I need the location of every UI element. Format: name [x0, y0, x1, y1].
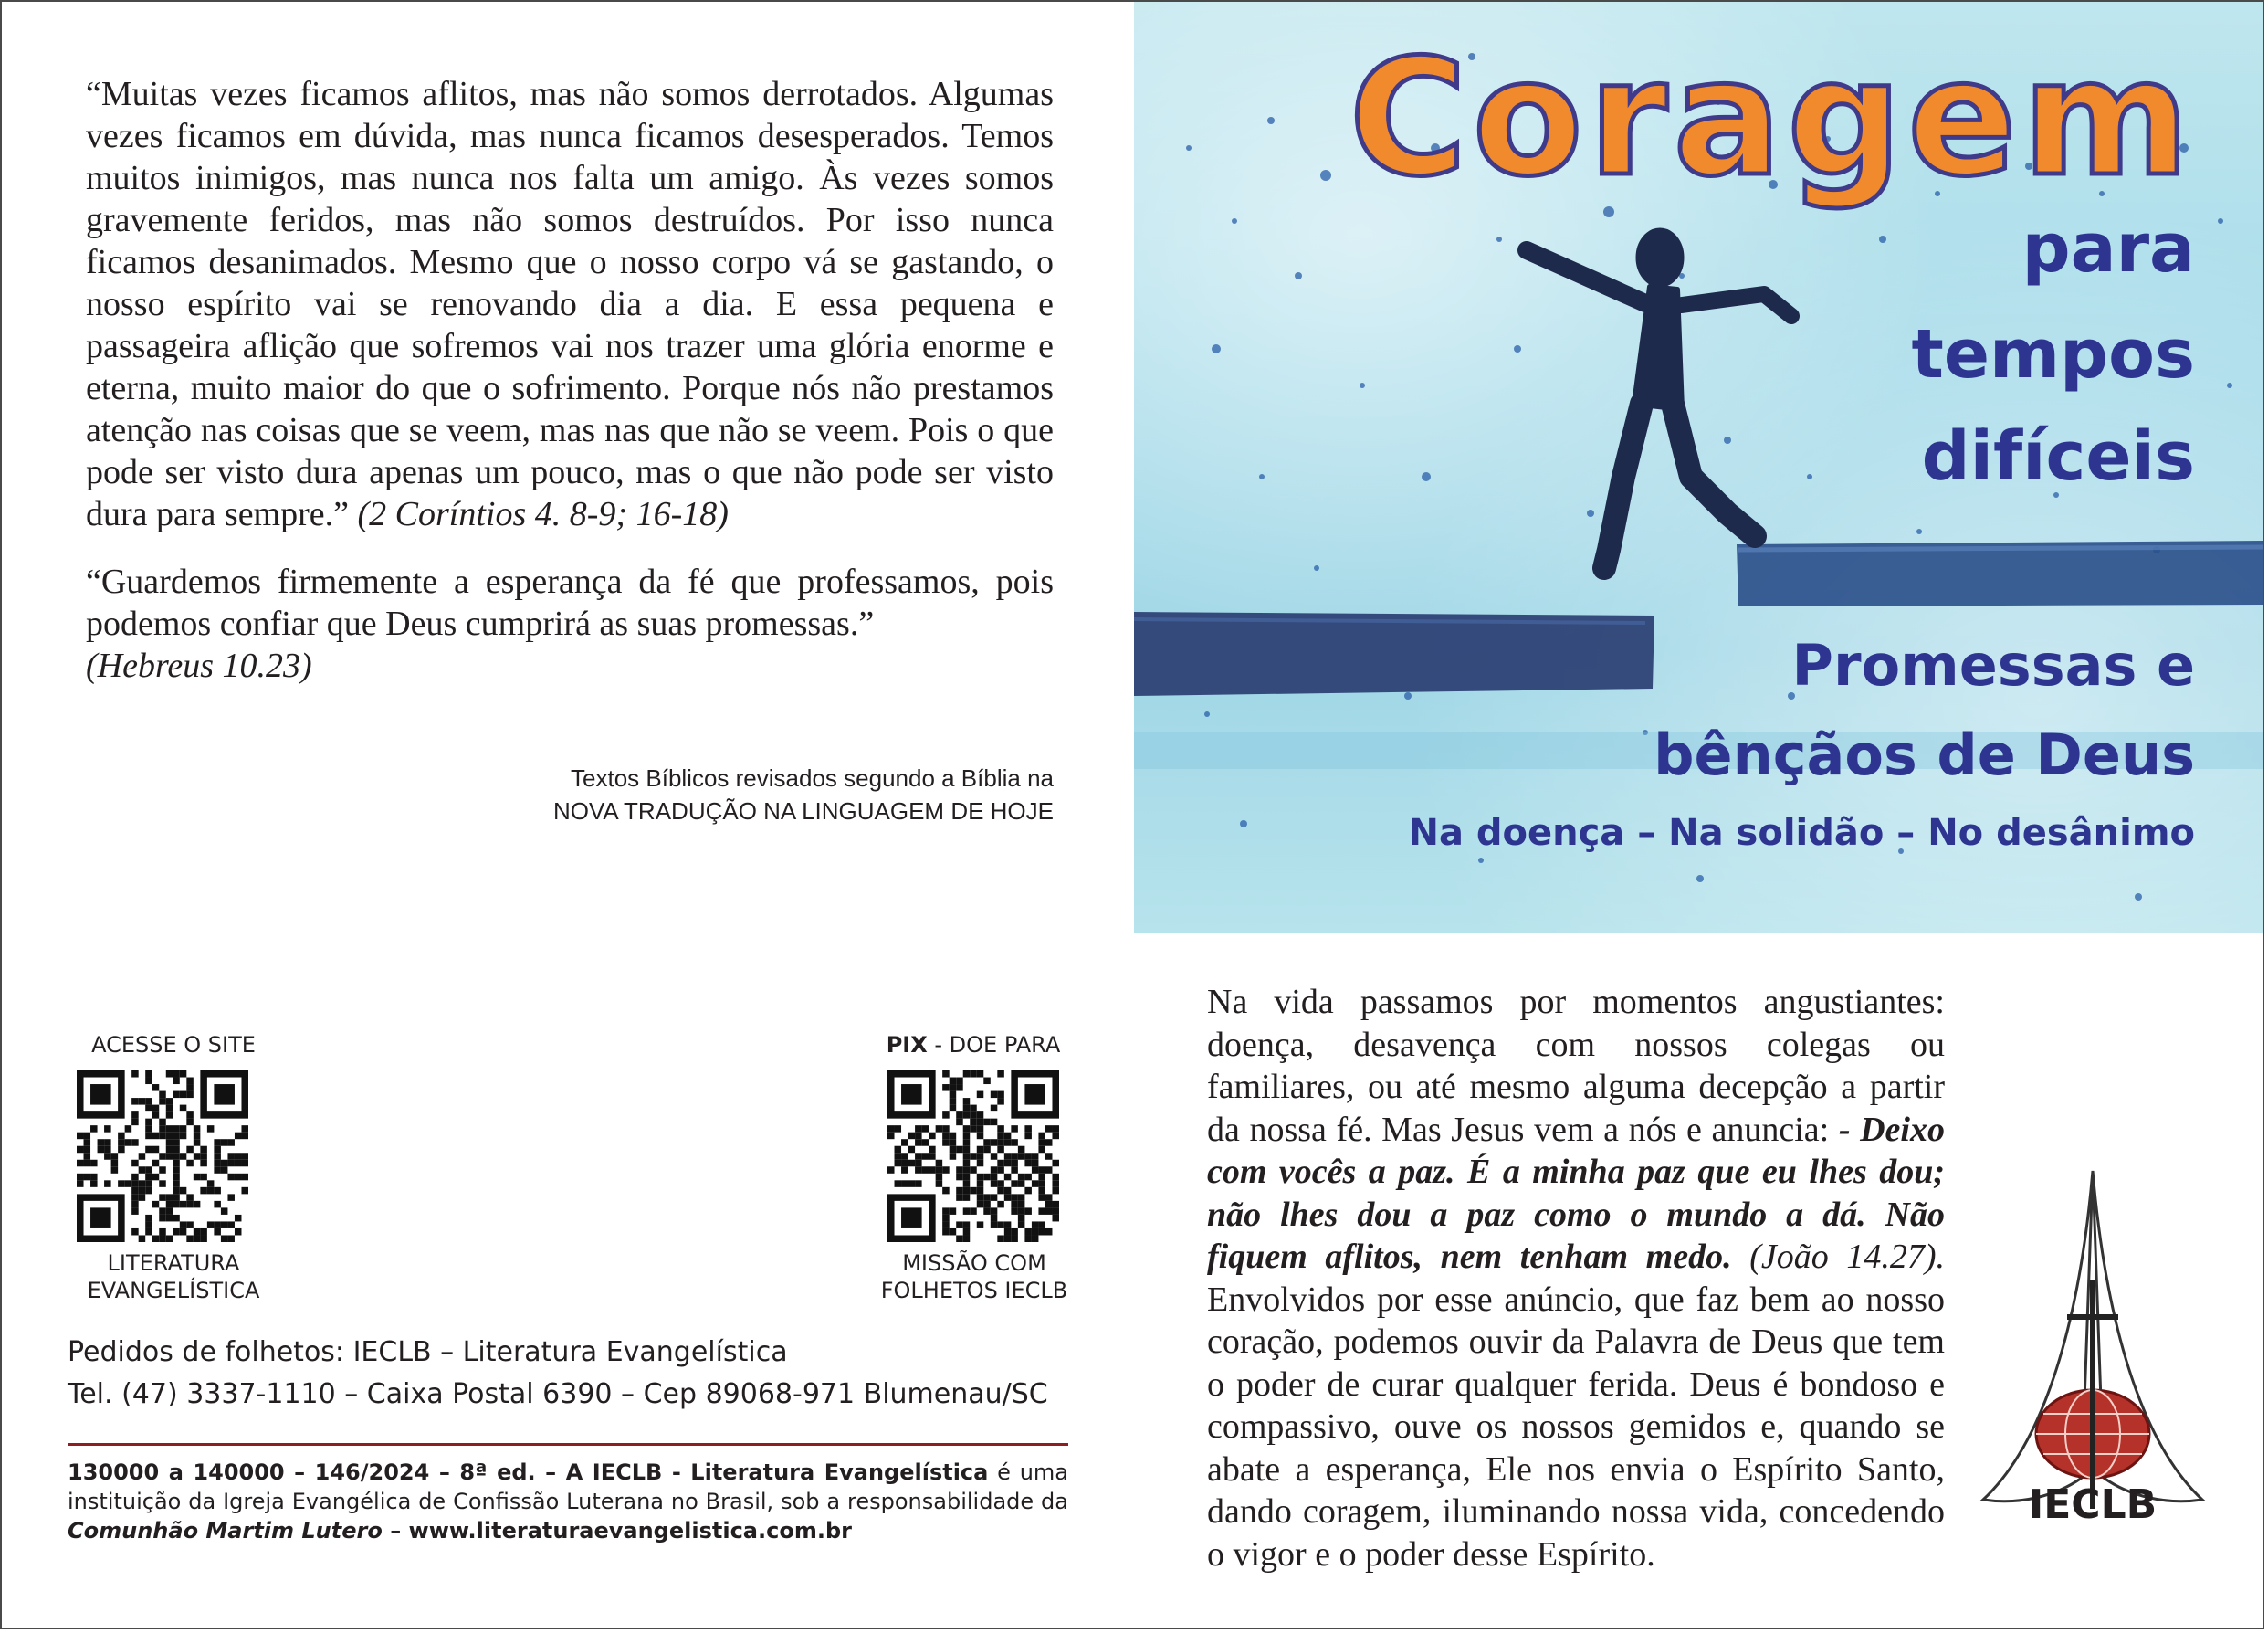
ieclb-logo-text: IECLB [2028, 1481, 2158, 1528]
scripture-quote-1: “Muitas vezes ficamos aflitos, mas não somos derrotados. Algumas vezes ficamos em dúvida, mas nunca ficamos desesperados. Temos muitos inimigos, mas nunca nos falta um amigo. Às vezes somos gravemente feridos, mas não somos destruídos. Por isso nunca ficamos desanimados. Mesmo que o nosso corpo vá se gastando, o nosso espírito vai se renovando dia a dia. E essa pequena e passageira aflição que sofremos vai nos trazer uma glória enorme e eterna, muito maior do que o sofrimento. Porque nós não prestamos atenção nas coisas que se veem, mas nas que não se veem. Pois o que pode ser visto dura apenas um pouco, mas o que não pode ser visto dura para sempre.” (2 Coríntios 4. 8-9; 16-18) [86, 75, 1054, 533]
quote-reference: (João 14.27). [1731, 1238, 1945, 1276]
scripture-reference-1: (2 Coríntios 4. 8-9; 16-18) [357, 495, 729, 533]
jesus-quote: - Deixo com vocês a paz. É a minha paz que eu lhes dou; não lhes dou a paz como o mundo a dá. Não fiquem aflitos, nem tenham medo. [1207, 1110, 1945, 1276]
scripture-quote-2: “Guardemos firmemente a esperança da fé que professamos, pois podemos confiar que Deus cumprirá as suas promessas.” (Hebreus 10.23) [86, 563, 1054, 685]
website-link[interactable]: – www.literaturaevangelistica.com.br [382, 1518, 852, 1543]
cover-promise-line-2: bênçãos de Deus [1654, 722, 2195, 788]
scripture-block [86, 73, 1054, 712]
cover-tagline: Na doença – Na solidão – No desânimo [1408, 812, 2195, 854]
qr-code-site[interactable] [77, 1070, 248, 1242]
cover-panel [1134, 2, 2264, 933]
bible-translation-note: Textos Bíblicos revisados segundo a Bíblia na NOVA TRADUÇÃO NA LINGUAGEM DE HOJE [552, 764, 1054, 825]
orders-contact [68, 1332, 1072, 1416]
qr-code-pix[interactable] [887, 1070, 1059, 1242]
walking-figure [1527, 228, 1791, 568]
scripture-reference-2: (Hebreus 10.23) [86, 647, 312, 685]
cover-subtitle-2: tempos [1911, 315, 2195, 394]
cover-subtitle-3: difíceis [1921, 417, 2195, 496]
qr-left-top-label: ACESSE O SITE [91, 1032, 256, 1058]
orders-line-2: Tel. (47) 3337-1110 – Caixa Postal 6390 – Cep 89068-971 Blumenau/SC [68, 1378, 1048, 1410]
left-platform [1134, 612, 1654, 696]
divider-line [68, 1443, 1068, 1446]
cover-promise-line-1: Promessas e [1791, 632, 2195, 699]
imprint-text: 130000 a 140000 – 146/2024 – 8ª ed. – A IECLB - Literatura Evangelística é uma instituição da Igreja Evangélica de Confissão Luterana no Brasil, sob a responsabilidade da Comunhão Martim Lutero – www.literaturaevangelistica.com.br [68, 1459, 1069, 1543]
message-text: Na vida passamos por momentos angustiantes: doença, desavença com nossos colegas ou familiares, ou até mesmo alguma decepção a partir da nossa fé. Mas Jesus vem a nós e anuncia: - Deixo com vocês a paz. É a minha paz que eu lhes dou; não lhes dou a paz como o mundo a dá. Não fiquem aflitos, nem tenham medo. (João 14.27). Envolvidos por esse anúncio, que faz bem ao nosso coração, podemos ouvir da Palavra de Deus que tem o poder de curar qualquer ferida. Deus é bondoso e compassivo, ouve os nossos gemidos e, quando se abate a esperança, Ele nos envia o Espírito Santo, dando coragem, iluminando nossa vida, concedendo o vigor e o poder desse Espírito. [1207, 983, 1945, 1574]
cover-subtitle-1: para [2021, 209, 2195, 288]
qr-left-bottom-label: LITERATURA EVANGELÍSTICA [87, 1250, 260, 1303]
orders-line-1: Pedidos de folhetos: IECLB – Literatura Evangelística [68, 1336, 788, 1368]
qr-right-bottom-label: MISSÃO COM FOLHETOS IECLB [880, 1250, 1068, 1303]
qr-right-top-label: PIX - DOE PARA [886, 1032, 1061, 1058]
cover-title: Coragem [1349, 25, 2195, 212]
